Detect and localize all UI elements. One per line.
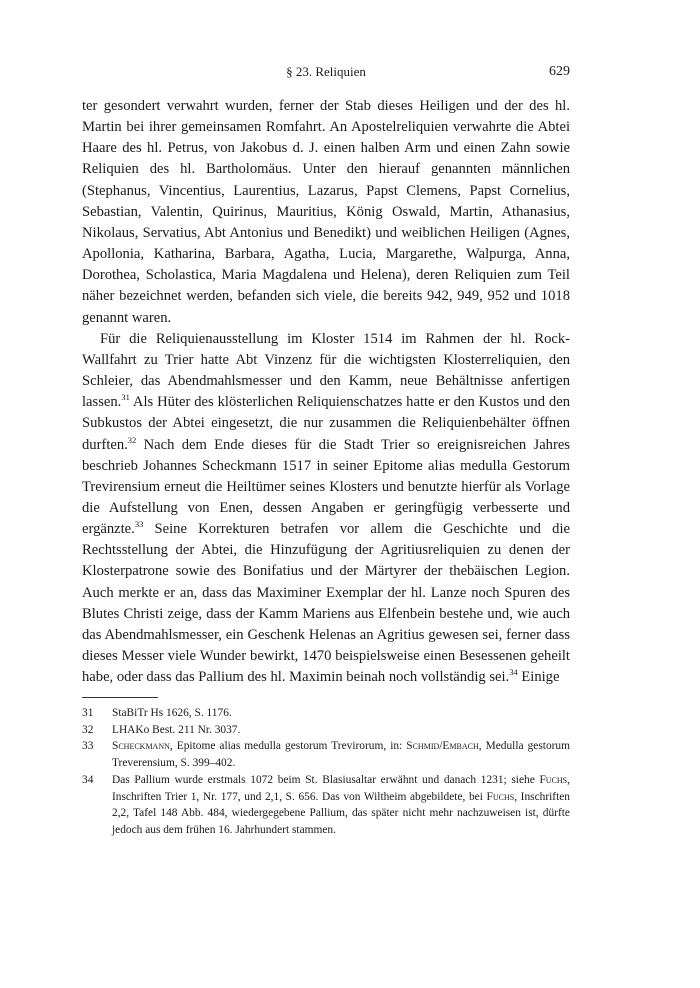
footnote-reference[interactable]: 34 <box>509 667 518 678</box>
footnote-reference[interactable]: 33 <box>134 519 144 530</box>
footnote-divider <box>82 697 158 698</box>
paragraph-text: Für die Reliquienausstellung im Kloster 1514 im Rahmen der hl. Rock-Wallfahrt zu Trier hatte Abt Vinzenz für die wichtigsten Klosterreliquien, den Schleier, das Abendmahlsmesser und den Kamm, neue Behältnisse anfertigen lassen. <box>82 330 570 411</box>
footnote-reference[interactable]: 31 <box>121 392 130 403</box>
section-title: § 23. Reliquien <box>286 64 366 79</box>
paragraph-text: Als Hüter des klösterlichen Reliquienschatzes hatte er den Kustos und den Subkustos der Abtei eingesetzt, die nur zusammen die Reliquienbehälter öffnen durften. <box>82 394 570 453</box>
footnote-text: StaBiTr Hs 1626, S. 1176. <box>112 707 232 719</box>
paragraph-text: Nach dem Ende dieses für die Stadt Trier so ereignisreichen Jahres beschrieb Johannes Scheckmann 1517 in seiner Epitome alias medulla Gestorum Trevirensium erneut die Heiltümer seines Klosters und benutzte hierfür als Vorlage die Aufstellung von Enen, dessen Angaben er geringfügig verbesserte und ergänzte. <box>82 436 570 538</box>
footnote-number: 33 <box>82 740 94 753</box>
footnote-text: Das Pallium wurde erstmals 1072 beim St. Blasiusaltar erwähnt und danach 1231; siehe <box>112 773 540 786</box>
footnote-text: LHAKo Best. 211 Nr. 3037. <box>112 723 241 736</box>
footnote-reference[interactable]: 32 <box>127 434 137 445</box>
footnote <box>82 722 570 739</box>
footnote-text: , Inschriften Trier 1, Nr. 177, und 2,1, S. 656. Das von Wiltheim abgebildete, bei <box>112 773 570 803</box>
footnote <box>82 772 570 839</box>
body-text <box>82 96 570 688</box>
footnote-number: 34 <box>82 773 94 786</box>
footnote <box>82 705 570 722</box>
footnote-number: 31 <box>82 707 94 719</box>
author-name: Scheckmann <box>112 740 170 753</box>
paragraph <box>82 329 570 689</box>
paragraph <box>82 96 570 329</box>
paragraph-text: Einige <box>517 669 560 686</box>
footnote <box>82 738 570 771</box>
author-name: Fuchs <box>486 790 515 803</box>
author-name: Fuchs <box>539 773 568 786</box>
running-head <box>82 62 570 82</box>
author-name: Schmid/Embach <box>406 740 479 753</box>
paragraph-text: ter gesondert verwahrt wurden, ferner der Stab dieses Heiligen und der des hl. Martin bei ihrer gemeinsamen Romfahrt. An Apostelreliquien verwahrte die Abtei Haare des hl. Petrus, von Jakobus d. J. einen halben Arm und einen Zahn sowie Reliquien des hl. Bartholomäus. Unter den hierauf genannten männlichen (Stephanus, Vincentius, Laurentius, Lazarus, Papst Clemens, Papst Cornelius, Sebastian, Valentin, Quirinus, Mauritius, König Oswald, Martin, Athanasius, Nikolaus, Servatius, Abt Antonius und Benedikt) und weiblichen Heiligen (Agnes, Apollonia, Katharina, Barbara, Agatha, Lucia, Margarethe, Walpurga, Anna, Dorothea, Scholastica, Maria Magdalena und Helena), deren Reliquien zum Teil näher bezeichnet werden, befanden sich viele, die bereits 942, 949, 952 und 1018 genannt waren. <box>82 98 570 326</box>
paragraph-text: Seine Korrekturen betrafen vor allem die Geschichte und die Rechtsstellung der Abtei, die Hinzufügung der Agritiusreliquien zu denen der Klosterpatrone sowie des Bonifatius und der Märtyrer der thebäischen Legion. Auch merkte er an, dass das Maximiner Exemplar der hl. Lanze noch Spuren des Blutes Christi zeige, dass der Kamm Mariens aus Elfenbein bestehe und, wie auch das Abendmahlsmesser, ein Geschenk Helenas an Agritius gewesen sei, ferner dass dieses Messer viele Wunder bewirkt, 1470 beispielsweise einen Besessenen geheilt habe, oder dass das Pallium des hl. Maximin beinah noch vollständig sei. <box>82 521 570 686</box>
footnotes <box>82 705 570 839</box>
footnote-text: , Inschriften 2,2, Tafel 148 Abb. 484, wiedergegebene Pallium, das später nicht mehr nachzuweisen ist, dürfte jedoch aus dem frühen 16. Jahrhundert stammen. <box>112 790 570 836</box>
footnote-number: 32 <box>82 723 94 736</box>
page-number: 629 <box>549 64 570 79</box>
footnote-text: , Epitome alias medulla gestorum Trevirorum, in: <box>169 740 407 753</box>
footnote-text: , Medulla gestorum Treverensium, S. 399–402. <box>112 740 570 770</box>
